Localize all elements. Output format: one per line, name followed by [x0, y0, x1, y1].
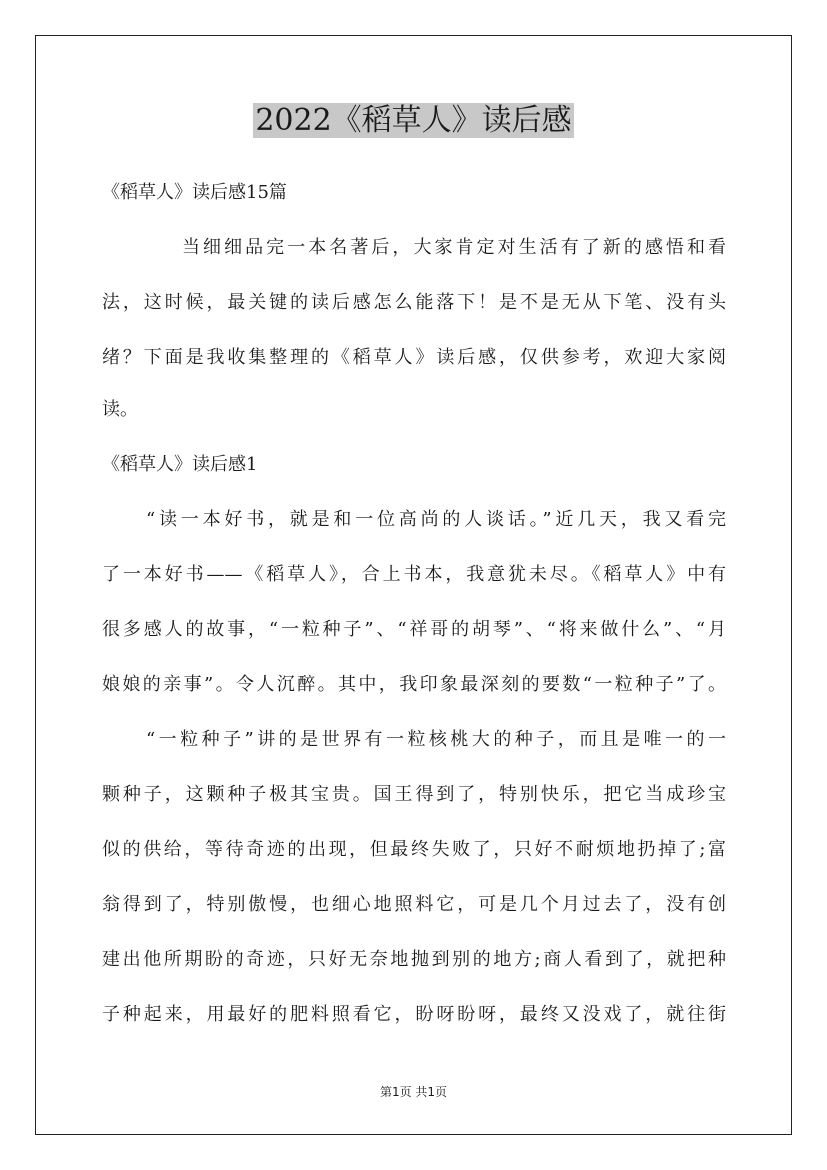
- para2-line-5: 建出他所期盼的奇迹，只好无奈地抛到别的地方;商人看到了，就把种: [102, 949, 726, 970]
- para1-line-3: 很多感人的故事，“一粒种子”、“祥哥的胡琴”、“将来做什么”、“月: [102, 619, 726, 640]
- document-title: 2022《稻草人》读后感: [255, 103, 572, 138]
- para2-line-6: 子种起来，用最好的肥料照看它，盼呀盼呀，最终又没戏了，就往街: [102, 1004, 726, 1025]
- para2-line-1: “一粒种子”讲的是世界有一粒核桃大的种子，而且是唯一的一: [146, 729, 726, 750]
- para1-line-1: “读一本好书，就是和一位高尚的人谈话。”近几天，我又看完: [146, 509, 726, 530]
- para1-line-2: 了一本好书——《稻草人》，合上书本，我意犹未尽。《稻草人》中有: [102, 564, 726, 585]
- intro-line-1: 当细细品完一本名著后，大家肯定对生活有了新的感悟和看: [182, 237, 726, 258]
- para2-line-4: 翁得到了，特别傲慢，也细心地照料它，可是几个月过去了，没有创: [102, 894, 726, 915]
- section-heading: 《稻草人》读后感1: [102, 454, 258, 475]
- para2-line-3: 似的供给，等待奇迹的出现，但最终失败了，只好不耐烦地扔掉了;富: [102, 839, 726, 860]
- page-footer: 第1页 共1页: [379, 1085, 448, 1099]
- subtitle: 《稻草人》读后感15篇: [102, 182, 287, 203]
- intro-line-2: 法，这时候，最关键的读后感怎么能落下！是不是无从下笔、没有头: [102, 292, 726, 313]
- para2-line-2: 颗种子，这颗种子极其宝贵。国王得到了，特别快乐，把它当成珍宝: [102, 784, 726, 805]
- document-title-wrap: [0, 100, 827, 142]
- intro-line-3: 绪？下面是我收集整理的《稻草人》读后感，仅供参考，欢迎大家阅: [102, 347, 726, 368]
- para1-line-4: 娘娘的亲事”。令人沉醉。其中，我印象最深刻的要数“一粒种子”了。: [102, 674, 726, 695]
- intro-line-4: 读。: [102, 399, 138, 420]
